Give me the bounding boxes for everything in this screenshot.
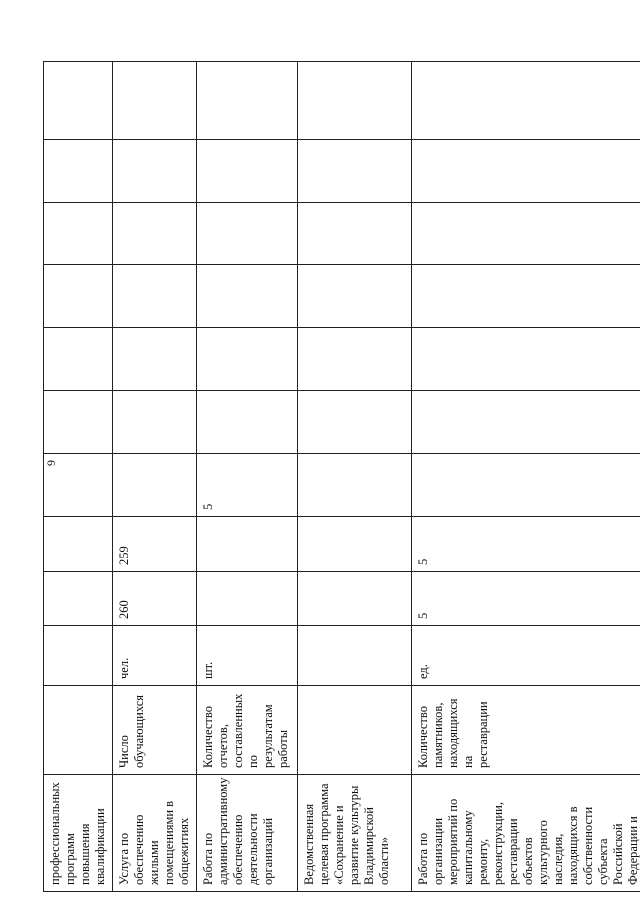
cell-name: профессиональных программ повышения квалификации bbox=[44, 775, 113, 892]
cell-value bbox=[412, 140, 640, 203]
cell-value bbox=[44, 62, 113, 140]
cell-unit bbox=[44, 626, 113, 686]
cell-unit: ед. bbox=[412, 626, 640, 686]
cell-value bbox=[197, 62, 298, 140]
cell-value bbox=[298, 140, 412, 203]
cell-value bbox=[298, 454, 412, 517]
cell-name: Ведомственная целевая программа «Сохранение и развитие культуры Владимирской области» bbox=[298, 775, 412, 892]
cell-unit: шт. bbox=[197, 626, 298, 686]
cell-value bbox=[44, 454, 113, 517]
cell-name: Работа по административному обеспечению деятельности организаций bbox=[197, 775, 298, 892]
cell-name: Услуга по обеспечению жилыми помещениями в общежитиях bbox=[113, 775, 197, 892]
cell-value bbox=[412, 328, 640, 391]
cell-value bbox=[44, 391, 113, 454]
table-row bbox=[113, 62, 197, 892]
cell-value bbox=[412, 454, 640, 517]
rotated-page-content bbox=[43, 62, 640, 892]
table-row bbox=[44, 62, 113, 892]
cell-value bbox=[113, 140, 197, 203]
cell-value: 260 bbox=[113, 572, 197, 626]
cell-value bbox=[197, 328, 298, 391]
services-table bbox=[43, 61, 640, 892]
cell-name: Работа по организации мероприятий по капитальному ремонту, реконструкции, реставрации объектов культурного наследия, находящихся в собственности субъекта Российской Федерации и bbox=[412, 775, 640, 892]
cell-value bbox=[298, 265, 412, 328]
cell-value bbox=[197, 391, 298, 454]
cell-value bbox=[298, 572, 412, 626]
cell-value bbox=[298, 203, 412, 265]
cell-value bbox=[113, 328, 197, 391]
cell-unit bbox=[298, 626, 412, 686]
page-number: 9 bbox=[44, 460, 58, 466]
cell-value bbox=[197, 140, 298, 203]
cell-value bbox=[44, 140, 113, 203]
cell-indicator: Количество отчетов, составленных по результатам работы bbox=[197, 686, 298, 775]
cell-value bbox=[113, 265, 197, 328]
cell-value: 259 bbox=[113, 517, 197, 572]
cell-value bbox=[412, 265, 640, 328]
cell-value bbox=[113, 391, 197, 454]
cell-value bbox=[197, 265, 298, 328]
table-row bbox=[412, 62, 640, 892]
cell-value bbox=[44, 572, 113, 626]
cell-value bbox=[113, 454, 197, 517]
cell-value bbox=[298, 328, 412, 391]
table-row bbox=[298, 62, 412, 892]
cell-value bbox=[44, 203, 113, 265]
cell-value: 5 bbox=[412, 517, 640, 572]
cell-value bbox=[298, 391, 412, 454]
cell-value bbox=[44, 517, 113, 572]
cell-indicator: Число обучающихся bbox=[113, 686, 197, 775]
cell-value bbox=[197, 203, 298, 265]
cell-value bbox=[44, 328, 113, 391]
cell-indicator bbox=[298, 686, 412, 775]
cell-unit: чел. bbox=[113, 626, 197, 686]
cell-value bbox=[197, 572, 298, 626]
cell-value bbox=[44, 265, 113, 328]
cell-value bbox=[412, 203, 640, 265]
cell-value bbox=[197, 517, 298, 572]
cell-value: 5 bbox=[197, 454, 298, 517]
cell-indicator bbox=[44, 686, 113, 775]
cell-value: 5 bbox=[412, 572, 640, 626]
cell-value bbox=[412, 62, 640, 140]
cell-indicator: Количество памятников, находящихся на реставрации bbox=[412, 686, 640, 775]
cell-value bbox=[298, 62, 412, 140]
cell-value bbox=[113, 62, 197, 140]
cell-value bbox=[113, 203, 197, 265]
cell-value bbox=[412, 391, 640, 454]
table-row bbox=[197, 62, 298, 892]
cell-value bbox=[298, 517, 412, 572]
